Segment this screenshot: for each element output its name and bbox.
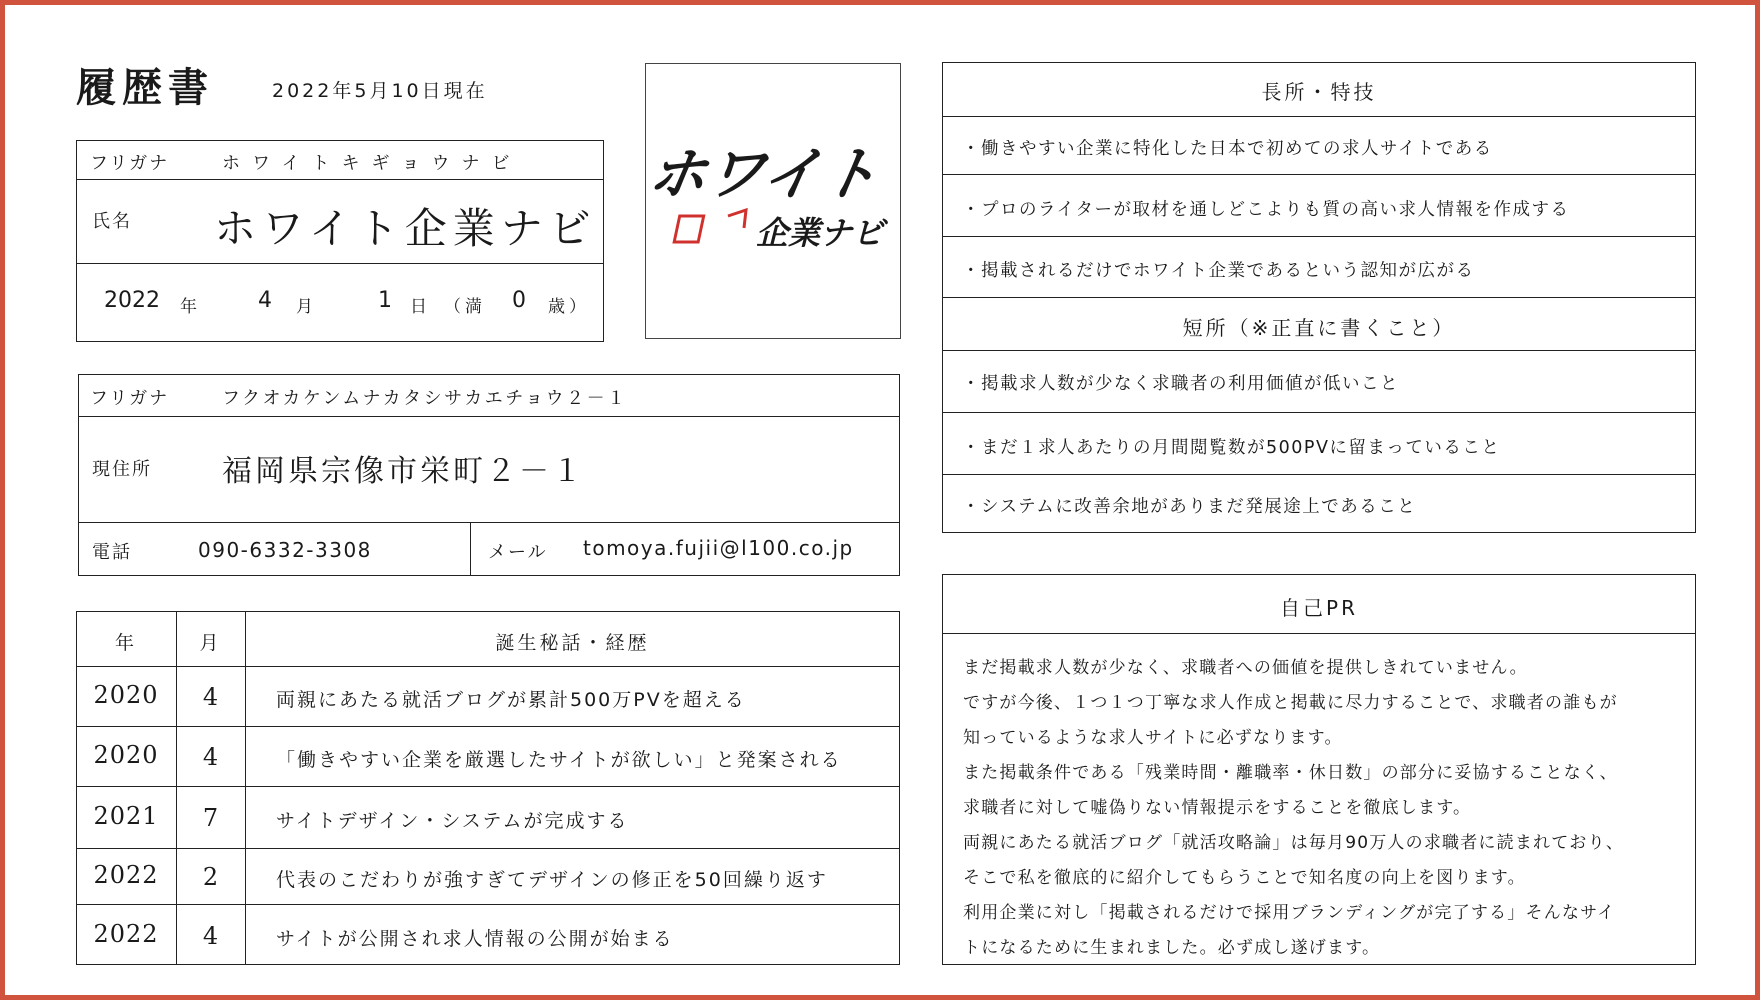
logo-mark-icon bbox=[674, 210, 746, 242]
mail-label: メール bbox=[488, 542, 548, 563]
strengths-divider bbox=[942, 236, 1696, 237]
history-row-divider bbox=[76, 904, 900, 905]
phone-label: 電話 bbox=[92, 542, 132, 563]
strength-item: ・掲載されるだけでホワイト企業であるという認知が広がる bbox=[962, 261, 1475, 281]
history-text: 代表のこだわりが強すぎてデザインの修正を50回繰り返す bbox=[276, 869, 828, 891]
self-pr-line: まだ掲載求人数が少なく、求職者への価値を提供しきれていません。 bbox=[963, 658, 1528, 678]
logo-main-text: ホワイト bbox=[646, 140, 885, 208]
history-col-divider bbox=[176, 611, 177, 965]
self-pr-line: 両親にあたる就活ブログ「就活攻略論」は毎月90万人の求職者に読まれており、 bbox=[963, 833, 1625, 853]
birth-day: 1 bbox=[378, 288, 392, 313]
logo bbox=[646, 64, 902, 340]
history-year: 2022 bbox=[93, 861, 159, 889]
history-month: 4 bbox=[202, 743, 219, 771]
phone-value: 090-6332-3308 bbox=[198, 538, 372, 562]
birth-month: 4 bbox=[258, 288, 272, 313]
weaknesses-title: 短所（※正直に書くこと） bbox=[1182, 316, 1456, 340]
history-year: 2020 bbox=[93, 681, 159, 709]
history-text: サイトが公開され求人情報の公開が始まる bbox=[276, 928, 674, 950]
history-month: 2 bbox=[202, 863, 219, 891]
weaknesses-divider bbox=[942, 412, 1696, 413]
mail-value: tomoya.fujii@l100.co.jp bbox=[583, 536, 854, 560]
self-pr-line: トになるために生まれました。必ず成し遂げます。 bbox=[963, 938, 1381, 958]
weaknesses-divider bbox=[942, 350, 1696, 351]
age-value: 0 bbox=[512, 288, 526, 313]
address-divider bbox=[78, 416, 900, 417]
logo-sub-text: 企業ナビ bbox=[756, 214, 885, 252]
logo-photo-box bbox=[645, 63, 901, 339]
birth-date bbox=[104, 288, 594, 318]
history-row-divider bbox=[76, 726, 900, 727]
page-title: 履歴書 bbox=[76, 64, 214, 111]
history-row-divider bbox=[76, 848, 900, 849]
profile-divider bbox=[76, 263, 604, 264]
name-value: ホワイト企業ナビ bbox=[214, 204, 597, 253]
history-month: 4 bbox=[202, 922, 219, 950]
birth-day-unit: 日 bbox=[410, 297, 427, 317]
history-col-divider bbox=[245, 611, 246, 965]
strengths-title: 長所・特技 bbox=[1261, 80, 1377, 104]
self-pr-line: また掲載条件である「残業時間・離職率・休日数」の部分に妥協することなく、 bbox=[963, 763, 1618, 783]
history-row-divider bbox=[76, 786, 900, 787]
history-table bbox=[76, 611, 900, 965]
history-year: 2022 bbox=[93, 920, 159, 948]
history-month: 4 bbox=[202, 683, 219, 711]
self-pr-line: 求職者に対して嘘偽りない情報提示をすることを徹底します。 bbox=[963, 798, 1472, 818]
history-year: 2021 bbox=[93, 802, 159, 830]
history-month: 7 bbox=[202, 804, 219, 832]
history-col-month: 月 bbox=[199, 632, 222, 654]
name-furigana: ホワイトキギョウナビ bbox=[222, 153, 522, 174]
self-pr-line: 知っているような求人サイトに必ずなります。 bbox=[963, 728, 1343, 748]
name-label: 氏名 bbox=[92, 211, 132, 232]
history-row-divider bbox=[76, 666, 900, 667]
weakness-item: ・まだ１求人あたりの月間閲覧数が500PVに留まっていること bbox=[962, 438, 1501, 458]
strengths-divider bbox=[942, 174, 1696, 175]
age-open: （満 bbox=[444, 297, 486, 317]
self-pr-divider bbox=[942, 633, 1696, 634]
address-furigana: フクオカケンムナカタシサカエチョウ２－１ bbox=[222, 388, 628, 409]
profile-divider bbox=[76, 179, 604, 180]
name-furigana-label: フリガナ bbox=[90, 153, 170, 174]
weakness-item: ・システムに改善余地がありまだ発展途上であること bbox=[962, 497, 1417, 517]
strength-item: ・プロのライターが取材を通しどこよりも質の高い求人情報を作成する bbox=[962, 200, 1570, 220]
strengths-divider bbox=[942, 116, 1696, 117]
history-col-detail: 誕生秘話・経歴 bbox=[495, 632, 650, 654]
history-text: 両親にあたる就活ブログが累計500万PVを超える bbox=[276, 689, 746, 711]
contact-divider bbox=[470, 522, 471, 576]
birth-year-unit: 年 bbox=[180, 297, 197, 317]
self-pr-title: 自己PR bbox=[1280, 596, 1358, 620]
address-value: 福岡県宗像市栄町２－１ bbox=[222, 454, 585, 489]
weakness-item: ・掲載求人数が少なく求職者の利用価値が低いこと bbox=[962, 374, 1399, 394]
address-furigana-label: フリガナ bbox=[90, 388, 170, 409]
address-label: 現住所 bbox=[92, 459, 152, 480]
self-pr-line: ですが今後、１つ１つ丁寧な求人作成と掲載に尽力することで、求職者の誰もが bbox=[963, 693, 1618, 713]
age-close: 歳） bbox=[548, 297, 590, 317]
self-pr-line: 利用企業に対し「掲載されるだけで採用ブランディングが完了する」そんなサイ bbox=[963, 903, 1616, 923]
history-year: 2020 bbox=[93, 741, 159, 769]
section-divider bbox=[942, 297, 1696, 298]
history-text: サイトデザイン・システムが完成する bbox=[276, 810, 629, 832]
birth-month-unit: 月 bbox=[296, 297, 313, 317]
address-divider bbox=[78, 522, 900, 523]
history-text: 「働きやすい企業を厳選したサイトが欲しい」と発案される bbox=[276, 749, 842, 771]
document-date: 2022年5月10日現在 bbox=[272, 80, 488, 102]
weaknesses-divider bbox=[942, 474, 1696, 475]
history-col-year: 年 bbox=[114, 632, 137, 654]
birth-year: 2022 bbox=[104, 288, 160, 313]
strength-item: ・働きやすい企業に特化した日本で初めての求人サイトである bbox=[962, 139, 1493, 159]
self-pr-line: そこで私を徹底的に紹介してもらうことで知名度の向上を図ります。 bbox=[963, 868, 1526, 888]
